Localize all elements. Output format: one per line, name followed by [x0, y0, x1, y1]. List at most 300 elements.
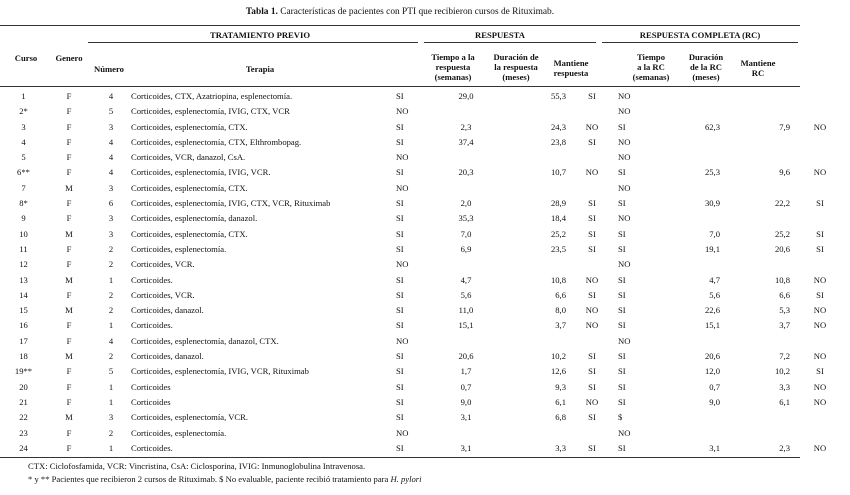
cell-terapia: Corticoides, esplenectomía, IVIG, CTX, VCR, Rituximab — [131, 198, 331, 209]
table-row — [0, 211, 850, 226]
cell-genero: F — [66, 259, 72, 270]
cell-duracion-r — [506, 150, 566, 165]
cell-tiempo-rc: 15,1 — [704, 320, 720, 331]
cell-terapia: Corticoides, esplenectomía, IVIG, CTX, VCR — [131, 106, 290, 117]
cell-duracion-rc — [720, 410, 790, 425]
cell-terapia: Corticoides, danazol. — [131, 351, 204, 362]
cell-duracion-rc: 6,1 — [779, 396, 790, 407]
cell-duracion-r: 55,3 — [550, 91, 566, 101]
header-duracion-rc-l3: (meses) — [692, 72, 720, 82]
cell-tiempo-r: 20,6 — [458, 351, 474, 362]
cell-mantiene-r: SI — [588, 366, 596, 377]
cell-numero: 6 — [108, 198, 114, 209]
cell-duracion-r: 8,0 — [555, 305, 566, 316]
cell-tiempo-r — [426, 150, 506, 165]
header-tiempo-respuesta-l2: respuesta — [435, 62, 471, 72]
table-row — [0, 273, 850, 288]
table-row — [0, 441, 850, 456]
cell-mantiene-r: NO — [585, 396, 599, 407]
cell-tiempo-rc: 20,6 — [704, 351, 720, 362]
cell-terapia: Corticoides, esplenectomía, danazol, CTX. — [131, 335, 279, 346]
table-row — [0, 150, 850, 165]
cell-duracion-r: 12,6 — [550, 366, 566, 377]
header-duracion-respuesta-l2: la respuesta — [494, 62, 538, 72]
cell-duracion-r — [506, 334, 566, 349]
cell-tiempo-r: 2,0 — [460, 198, 472, 209]
table-body — [0, 89, 850, 456]
table-row — [0, 426, 850, 441]
cell-numero: 4 — [108, 335, 114, 346]
cell-mantiene-r: NO — [585, 274, 599, 285]
cell-respuesta: SI — [396, 198, 404, 209]
cell-tiempo-r — [426, 104, 506, 119]
cell-terapia: Corticoides. — [131, 442, 173, 453]
cell-numero: 1 — [108, 396, 114, 407]
cell-terapia: Corticoides, VCR, danazol, CsA. — [131, 152, 246, 163]
cell-rc: SI — [618, 366, 626, 377]
table-title — [0, 7, 800, 18]
cell-tiempo-rc: 22,6 — [704, 305, 720, 316]
cell-tiempo-rc — [650, 181, 720, 196]
cell-curso: 9 — [21, 213, 26, 224]
header-terapia: Terapia — [245, 64, 275, 74]
table-row — [0, 242, 850, 257]
cell-numero: 2 — [108, 305, 114, 316]
cell-duracion-rc — [720, 257, 790, 272]
cell-mantiene-r — [566, 150, 618, 165]
cell-respuesta: SI — [396, 442, 404, 453]
cell-mantiene-rc: NO — [813, 305, 827, 316]
cell-mantiene-rc — [790, 410, 850, 425]
cell-mantiene-rc: NO — [813, 396, 827, 407]
table-title-label: Tabla 1. — [245, 7, 278, 17]
cell-mantiene-r: SI — [588, 243, 596, 254]
cell-terapia: Corticoides, esplenectomía, danazol. — [131, 213, 258, 224]
cell-genero: F — [66, 213, 72, 224]
cell-tiempo-rc — [650, 410, 720, 425]
cell-curso: 24 — [19, 442, 28, 453]
cell-respuesta: NO — [396, 427, 409, 438]
cell-rc: SI — [618, 228, 626, 239]
cell-respuesta: NO — [396, 335, 409, 346]
header-tratamiento-previo: TRATAMIENTO PREVIO — [209, 30, 311, 40]
header-duracion-respuesta-l3: (meses) — [502, 72, 530, 82]
cell-genero: M — [65, 351, 73, 362]
cell-duracion-r: 6,6 — [555, 289, 566, 300]
cell-rc: NO — [618, 182, 631, 193]
cell-genero: M — [65, 412, 73, 423]
cell-curso: 11 — [19, 243, 28, 254]
cell-rc: NO — [618, 335, 631, 346]
cell-genero: F — [66, 243, 72, 254]
header-tiempo-rc-l2: a la RC — [637, 62, 665, 72]
cell-curso: 2* — [19, 106, 28, 117]
cell-duracion-rc: 25,2 — [774, 228, 790, 239]
header-numero: Número — [94, 64, 124, 74]
cell-mantiene-r: SI — [588, 198, 596, 209]
cell-curso: 21 — [19, 396, 28, 407]
cell-duracion-r: 9,3 — [555, 381, 566, 392]
cell-curso: 10 — [19, 228, 28, 239]
cell-genero: F — [66, 167, 72, 178]
cell-curso: 23 — [19, 427, 28, 438]
cell-rc: NO — [618, 91, 631, 101]
cell-genero: M — [65, 228, 73, 239]
cell-tiempo-rc: 9,0 — [709, 396, 720, 407]
header-tiempo-rc — [626, 52, 676, 82]
cell-numero: 4 — [108, 91, 114, 101]
cell-curso: 12 — [19, 259, 28, 270]
cell-duracion-r — [506, 181, 566, 196]
cell-tiempo-r: 3,1 — [460, 412, 472, 423]
cell-tiempo-rc — [650, 89, 720, 104]
cell-terapia: Corticoides, esplenectomía, CTX. — [131, 121, 248, 132]
cell-numero: 2 — [108, 243, 114, 254]
cell-numero: 2 — [108, 289, 114, 300]
cell-genero: F — [66, 198, 72, 209]
cell-rc: SI — [618, 198, 626, 209]
cell-respuesta: SI — [396, 91, 404, 101]
cell-mantiene-rc — [790, 334, 850, 349]
cell-mantiene-rc: NO — [813, 121, 827, 132]
cell-mantiene-rc: NO — [813, 167, 827, 178]
cell-rc: NO — [618, 427, 631, 438]
cell-tiempo-r — [426, 426, 506, 441]
cell-tiempo-r: 15,1 — [458, 320, 474, 331]
cell-tiempo-r — [426, 334, 506, 349]
cell-duracion-r — [506, 426, 566, 441]
header-genero: Genero — [55, 53, 83, 63]
cell-genero: F — [66, 427, 72, 438]
cell-tiempo-rc: 19,1 — [704, 243, 720, 254]
cell-mantiene-r: NO — [585, 305, 599, 316]
cell-rc: NO — [618, 136, 631, 147]
cell-duracion-r: 18,4 — [550, 213, 566, 224]
footnote-symbols — [28, 474, 422, 485]
cell-terapia: Corticoides, esplenectomía, VCR. — [131, 412, 249, 423]
cell-tiempo-rc — [650, 211, 720, 226]
cell-genero: F — [66, 381, 72, 392]
table-row — [0, 89, 850, 104]
table-row — [0, 181, 850, 196]
cell-tiempo-rc — [650, 150, 720, 165]
table-row — [0, 364, 850, 379]
cell-rc: NO — [618, 213, 631, 224]
cell-rc: NO — [618, 259, 631, 270]
cell-tiempo-r: 3,1 — [460, 442, 472, 453]
cell-genero: F — [66, 121, 72, 132]
cell-duracion-r: 3,7 — [555, 320, 566, 331]
cell-tiempo-r — [426, 257, 506, 272]
cell-tiempo-r: 11,0 — [458, 305, 474, 316]
cell-curso: 15 — [19, 305, 28, 316]
cell-mantiene-rc: NO — [813, 274, 827, 285]
cell-respuesta: NO — [396, 259, 409, 270]
cell-respuesta: SI — [396, 243, 404, 254]
cell-genero: F — [66, 320, 72, 331]
cell-numero: 3 — [108, 412, 114, 423]
cell-mantiene-rc: SI — [816, 198, 824, 209]
table-row — [0, 410, 850, 425]
cell-curso: 3 — [21, 121, 26, 132]
cell-duracion-rc: 5,3 — [779, 305, 790, 316]
cell-mantiene-r: SI — [588, 228, 596, 239]
cell-numero: 1 — [108, 442, 114, 453]
cell-terapia: Corticoides, danazol. — [131, 305, 204, 316]
cell-duracion-r: 10,7 — [550, 167, 566, 178]
cell-duracion-rc — [720, 334, 790, 349]
cell-numero: 2 — [108, 259, 114, 270]
cell-mantiene-r: NO — [585, 320, 599, 331]
cell-duracion-rc — [720, 135, 790, 150]
table-row — [0, 303, 850, 318]
table-row — [0, 227, 850, 242]
cell-respuesta: SI — [396, 381, 404, 392]
cell-mantiene-rc: NO — [813, 320, 827, 331]
cell-genero: M — [65, 305, 73, 316]
cell-genero: F — [66, 136, 72, 147]
header-respuesta-completa: RESPUESTA COMPLETA (RC) — [639, 30, 761, 40]
cell-tiempo-rc — [650, 257, 720, 272]
cell-numero: 3 — [108, 182, 114, 193]
cell-duracion-r: 10,8 — [550, 274, 566, 285]
cell-genero: F — [66, 335, 72, 346]
cell-mantiene-r: SI — [588, 412, 596, 423]
cell-tiempo-rc: 0,7 — [709, 381, 720, 392]
cell-numero: 2 — [108, 427, 114, 438]
cell-respuesta: SI — [396, 396, 404, 407]
cell-curso: 20 — [19, 381, 28, 392]
cell-tiempo-r: 20,3 — [458, 167, 474, 178]
cell-genero: F — [66, 152, 72, 163]
cell-duracion-rc: 22,2 — [774, 198, 790, 209]
cell-tiempo-r: 37,4 — [458, 136, 474, 147]
tratamiento-underline — [88, 42, 418, 43]
cell-respuesta: SI — [396, 228, 404, 239]
cell-genero: F — [66, 289, 72, 300]
cell-curso: 1 — [21, 91, 26, 101]
cell-tiempo-r — [426, 181, 506, 196]
table-row — [0, 196, 850, 211]
cell-rc: SI — [618, 351, 626, 362]
cell-duracion-rc: 7,2 — [779, 351, 790, 362]
cell-tiempo-r: 35,3 — [458, 213, 474, 224]
cell-duracion-r: 10,2 — [550, 351, 566, 362]
table-row — [0, 104, 850, 119]
cell-terapia: Corticoides, esplenectomía, IVIG, VCR. — [131, 167, 271, 178]
cell-genero: F — [66, 442, 72, 453]
cell-tiempo-rc: 62,3 — [704, 121, 720, 132]
header-bottom-rule — [0, 86, 800, 87]
cell-mantiene-r — [566, 181, 618, 196]
cell-tiempo-r: 6,9 — [460, 243, 472, 254]
cell-terapia: Corticoides, esplenectomía, CTX. — [131, 228, 248, 239]
table-title-text: Características de pacientes con PTI que recibieron cursos de Rituximab. — [277, 7, 555, 17]
cell-curso: 7 — [21, 182, 26, 193]
cell-rc: SI — [618, 442, 626, 453]
cell-terapia: Corticoides, CTX, Azatriopina, esplenectomía. — [131, 91, 293, 101]
cell-mantiene-r: SI — [588, 442, 596, 453]
header-duracion-respuesta-l1: Duración de — [493, 52, 539, 62]
cell-mantiene-rc — [790, 150, 850, 165]
cell-tiempo-r: 9,0 — [460, 396, 472, 407]
cell-tiempo-r: 7,0 — [460, 228, 472, 239]
cell-mantiene-r: NO — [585, 121, 599, 132]
cell-duracion-r — [506, 257, 566, 272]
cell-mantiene-rc: SI — [816, 366, 824, 377]
cell-numero: 1 — [108, 320, 114, 331]
header-mantiene-rc-l2: RC — [751, 68, 765, 78]
cell-mantiene-rc: SI — [816, 228, 824, 239]
cell-numero: 4 — [108, 136, 114, 147]
cell-rc: SI — [618, 396, 626, 407]
cell-curso: 5 — [21, 152, 26, 163]
cell-tiempo-r: 5,6 — [460, 289, 472, 300]
cell-duracion-rc — [720, 211, 790, 226]
footnote-symbols-text: * y ** Pacientes que recibieron 2 cursos de Rituximab. $ No evaluable, paciente recibió tratamiento para — [28, 474, 391, 484]
cell-rc: SI — [618, 243, 626, 254]
cell-duracion-r: 28,9 — [550, 198, 566, 209]
cell-terapia: Corticoides, esplenectomía, CTX. — [131, 182, 248, 193]
cell-rc: NO — [618, 152, 631, 163]
cell-duracion-rc — [720, 150, 790, 165]
cell-mantiene-rc — [790, 104, 850, 119]
header-mantiene-respuesta — [548, 58, 594, 78]
cell-tiempo-rc: 3,1 — [709, 442, 720, 453]
cell-curso: 6** — [17, 167, 30, 178]
cell-genero: M — [65, 182, 73, 193]
header-curso: Curso — [14, 53, 38, 63]
cell-mantiene-r — [566, 426, 618, 441]
cell-tiempo-rc: 30,9 — [704, 198, 720, 209]
header-duracion-rc — [680, 52, 732, 82]
cell-mantiene-rc: SI — [816, 289, 824, 300]
cell-curso: 13 — [19, 274, 28, 285]
cell-genero: F — [66, 366, 72, 377]
cell-duracion-rc — [720, 426, 790, 441]
cell-duracion-rc: 7,9 — [779, 121, 790, 132]
cell-mantiene-r: SI — [588, 351, 596, 362]
table-row — [0, 349, 850, 364]
cell-duracion-r — [506, 104, 566, 119]
cell-rc: SI — [618, 381, 626, 392]
cell-genero: F — [66, 91, 72, 101]
cell-curso: 22 — [19, 412, 28, 423]
table-row — [0, 135, 850, 150]
cell-rc: SI — [618, 167, 626, 178]
cell-duracion-rc: 3,3 — [779, 381, 790, 392]
header-tiempo-respuesta-l1: Tiempo a la — [431, 52, 475, 62]
cell-duracion-r: 6,8 — [555, 412, 566, 423]
cell-duracion-r: 23,8 — [550, 136, 566, 147]
cell-duracion-rc: 2,3 — [779, 442, 790, 453]
cell-duracion-rc: 20,6 — [774, 243, 790, 254]
cell-tiempo-r: 2,3 — [460, 121, 472, 132]
header-tiempo-rc-l1: Tiempo — [636, 52, 665, 62]
cell-duracion-rc — [720, 104, 790, 119]
cell-tiempo-rc: 25,3 — [704, 167, 720, 178]
cell-duracion-rc: 10,2 — [774, 366, 790, 377]
cell-numero: 3 — [108, 121, 114, 132]
cell-numero: 3 — [108, 228, 114, 239]
table-row — [0, 257, 850, 272]
cell-respuesta: SI — [396, 351, 404, 362]
table-row — [0, 318, 850, 333]
header-mantiene-rc-l1: Mantiene — [740, 58, 776, 68]
cell-rc: NO — [618, 106, 631, 117]
cell-numero: 4 — [108, 152, 114, 163]
cell-respuesta: NO — [396, 152, 409, 163]
cell-tiempo-r: 0,7 — [460, 381, 472, 392]
cell-mantiene-rc — [790, 211, 850, 226]
header-respuesta: RESPUESTA — [475, 30, 525, 40]
cell-duracion-rc: 3,7 — [779, 320, 790, 331]
cell-respuesta: SI — [396, 274, 404, 285]
cell-terapia: Corticoides, esplenectomía, IVIG, VCR, Rituximab — [131, 366, 309, 377]
cell-duracion-r: 23,5 — [550, 243, 566, 254]
cell-tiempo-rc — [650, 104, 720, 119]
cell-curso: 17 — [19, 335, 28, 346]
rc-underline — [602, 42, 798, 43]
cell-duracion-r: 3,3 — [555, 442, 566, 453]
cell-terapia: Corticoides, VCR. — [131, 289, 195, 300]
cell-mantiene-r: SI — [588, 91, 596, 101]
cell-mantiene-r: NO — [585, 167, 599, 178]
cell-genero: F — [66, 396, 72, 407]
table-row — [0, 165, 850, 180]
header-mantiene-rc — [734, 58, 782, 78]
cell-rc: SI — [618, 320, 626, 331]
table-row — [0, 395, 850, 410]
cell-genero: F — [66, 106, 72, 117]
patients-table — [0, 89, 850, 456]
header-duracion-respuesta — [486, 52, 546, 82]
cell-rc: SI — [618, 121, 626, 132]
header-mantiene-respuesta-l2: respuesta — [553, 68, 589, 78]
cell-rc: SI — [618, 305, 626, 316]
header-tiempo-respuesta-l3: (semanas) — [434, 72, 472, 82]
cell-terapia: Corticoides. — [131, 320, 173, 331]
cell-numero: 4 — [108, 167, 114, 178]
cell-tiempo-rc — [650, 334, 720, 349]
cell-curso: 8* — [19, 198, 28, 209]
cell-respuesta: SI — [396, 412, 404, 423]
cell-curso: 14 — [19, 289, 28, 300]
cell-mantiene-rc: NO — [813, 351, 827, 362]
cell-tiempo-rc — [650, 135, 720, 150]
cell-rc: $ — [618, 412, 623, 423]
cell-numero: 3 — [108, 213, 114, 224]
cell-respuesta: SI — [396, 213, 404, 224]
cell-respuesta: NO — [396, 182, 409, 193]
cell-duracion-rc: 10,8 — [774, 274, 790, 285]
table-row — [0, 120, 850, 135]
cell-mantiene-r: SI — [588, 289, 596, 300]
cell-terapia: Corticoides, esplenectomía, CTX, Elthrombopag. — [131, 136, 302, 147]
table-row — [0, 288, 850, 303]
cell-duracion-rc — [720, 181, 790, 196]
cell-terapia: Corticoides. — [131, 274, 173, 285]
footnote-h-pylori: H. pylori — [390, 474, 422, 484]
cell-curso: 4 — [21, 136, 26, 147]
cell-duracion-rc: 9,6 — [779, 167, 790, 178]
header-duracion-rc-l1: Duración — [688, 52, 724, 62]
cell-terapia: Corticoides, esplenectomía. — [131, 243, 227, 254]
cell-mantiene-r — [566, 257, 618, 272]
cell-curso: 19** — [14, 366, 33, 377]
cell-genero: M — [65, 274, 73, 285]
cell-duracion-rc: 6,6 — [779, 289, 790, 300]
